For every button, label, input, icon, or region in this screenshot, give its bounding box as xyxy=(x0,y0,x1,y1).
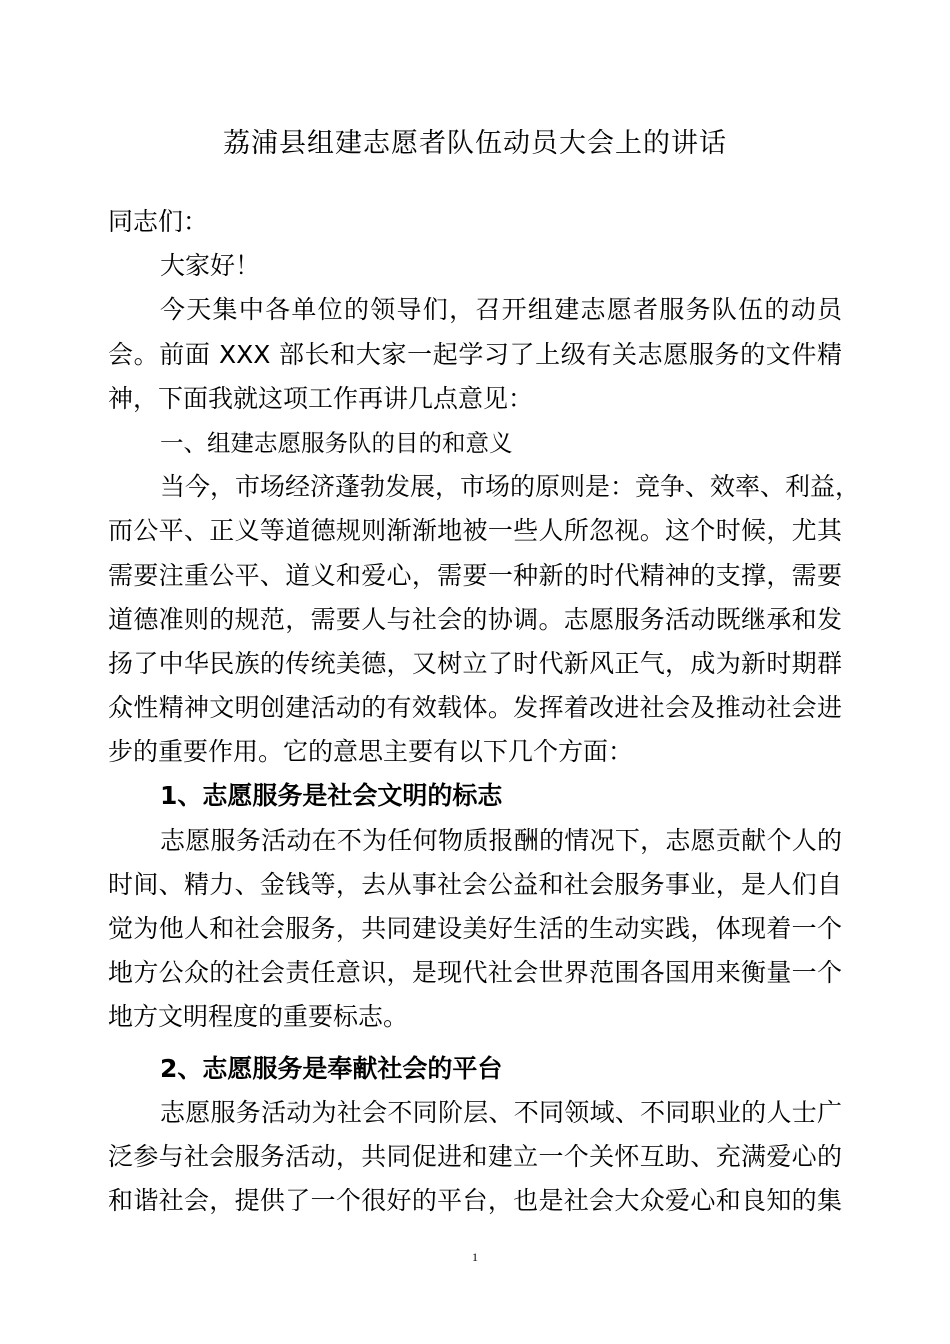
paragraph-line: 和谐社会，提供了一个很好的平台，也是社会大众爱心和良知的集 xyxy=(108,1186,842,1216)
greeting: 大家好！ xyxy=(160,251,261,281)
document-body xyxy=(108,200,861,1223)
paragraph-line: 今天集中各单位的领导们，召开组建志愿者服务队伍的动员 xyxy=(160,295,842,325)
page-number: 1 xyxy=(472,1250,478,1264)
paragraph-line: 泛参与社会服务活动，共同促进和建立一个关怀互助、充满爱心的 xyxy=(108,1141,842,1171)
paragraph-line: 扬了中华民族的传统美德，又树立了时代新风正气，成为新时期群 xyxy=(108,648,842,678)
paragraph-line: 众性精神文明创建活动的有效载体。发挥着改进社会及推动社会进 xyxy=(108,693,842,723)
paragraph-line: 觉为他人和社会服务，共同建设美好生活的生动实践，体现着一个 xyxy=(108,914,842,943)
subsection-heading: 1、志愿服务是社会文明的标志 xyxy=(160,781,503,811)
paragraph-line: 时间、精力、金钱等，去从事社会公益和社会服务事业，是人们自 xyxy=(108,869,842,899)
paragraph-line: 神，下面我就这项工作再讲几点意见： xyxy=(108,383,534,413)
paragraph-line: 志愿服务活动在不为任何物质报酬的情况下，志愿贡献个人的 xyxy=(160,825,842,855)
paragraph-line: 需要注重公平、道义和爱心，需要一种新的时代精神的支撑，需要 xyxy=(108,560,842,590)
salutation: 同志们： xyxy=(108,207,209,236)
paragraph-line: 志愿服务活动为社会不同阶层、不同领域、不同职业的人士广 xyxy=(160,1097,842,1127)
paragraph-line: 步的重要作用。它的意思主要有以下几个方面： xyxy=(108,737,634,767)
document-title: 荔浦县组建志愿者队伍动员大会上的讲话 xyxy=(223,128,727,159)
subsection-heading: 2、志愿服务是奉献社会的平台 xyxy=(160,1053,503,1083)
paragraph-line: 而公平、正义等道德规则渐渐地被一些人所忽视。这个时候，尤其 xyxy=(108,516,842,546)
paragraph-line: 道德准则的规范，需要人与社会的协调。志愿服务活动既继承和发 xyxy=(108,604,842,634)
paragraph-line: 地方文明程度的重要标志。 xyxy=(108,1002,409,1032)
section-heading: 一、组建志愿服务队的目的和意义 xyxy=(160,428,513,457)
paragraph-line: 会。前面 XXX 部长和大家一起学习了上级有关志愿服务的文件精 xyxy=(108,339,842,369)
paragraph-line: 地方公众的社会责任意识，是现代社会世界范围各国用来衡量一个 xyxy=(108,958,842,988)
paragraph-line: 当今，市场经济蓬勃发展，市场的原则是：竞争、效率、利益， xyxy=(160,472,861,502)
